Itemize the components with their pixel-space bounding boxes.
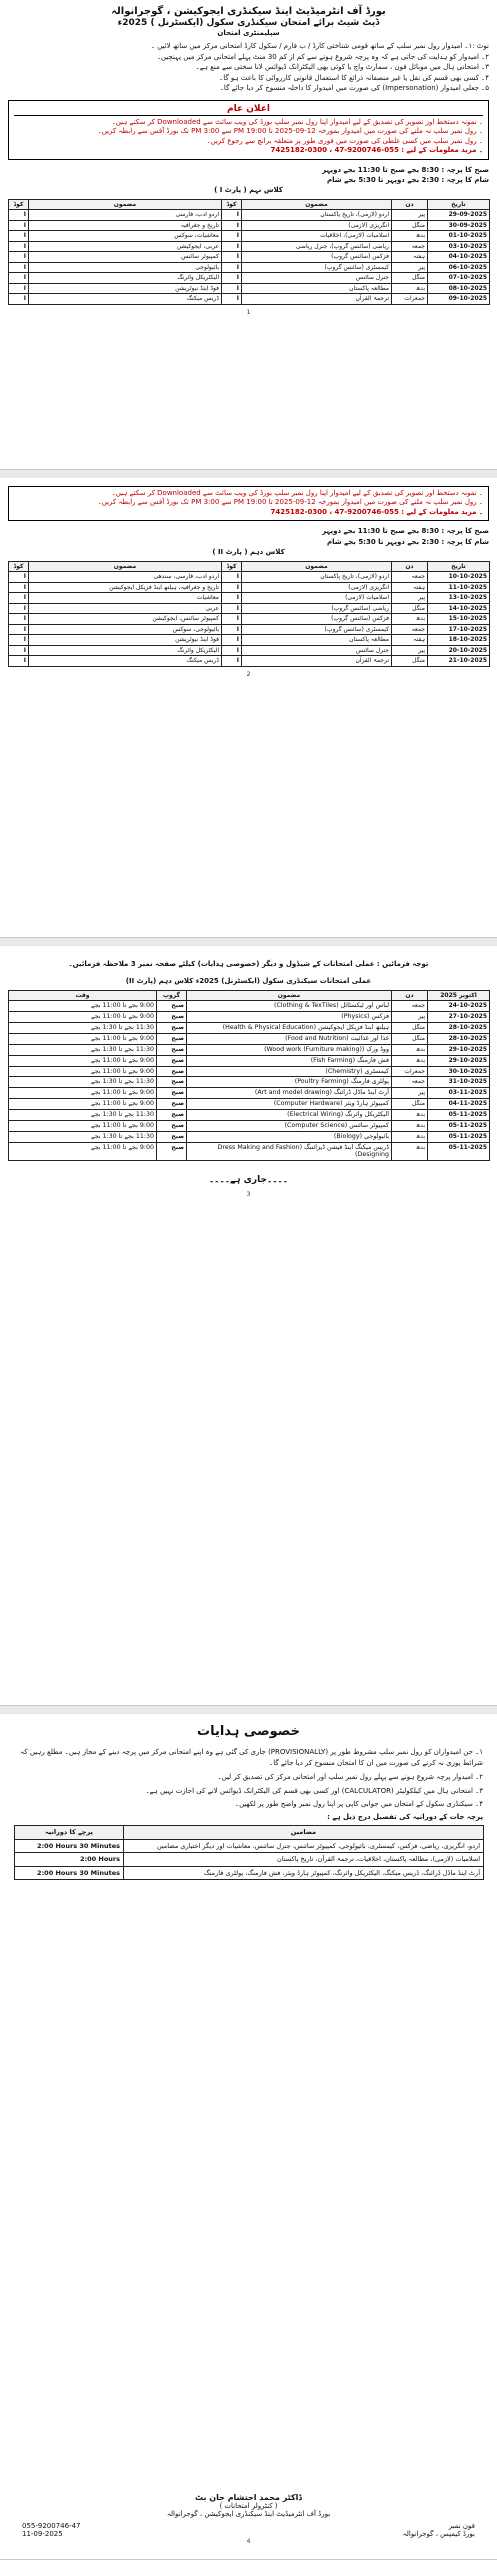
practical-table (8, 990, 490, 1161)
table-row (9, 273, 490, 284)
code-cell: I (9, 231, 29, 242)
exam-day: پیر (392, 1088, 428, 1099)
col-subject: مضمون (29, 199, 222, 210)
group-cell: صبح (157, 1109, 187, 1120)
exam-date: 09-10-2025 (428, 294, 490, 305)
page-number: 1 (246, 308, 251, 316)
code-cell: I (222, 614, 242, 625)
subject-cell: الیکٹریکل وائرنگ (29, 645, 222, 656)
subjects-cell: اسلامیات (لازمی)، مطالعہ پاکستان، اخلاقیات، ترجمۃ القرآن، تاریخ پاکستان (124, 1853, 484, 1866)
exam-day: منگل (392, 1023, 428, 1034)
code-cell: I (222, 210, 242, 221)
duration-cell: 2:00 Hours 30 Minutes (15, 1866, 124, 1879)
code-cell: I (222, 572, 242, 583)
col-date: اکتوبر 2025 (428, 990, 490, 1001)
footer-row (0, 2522, 497, 2530)
note-item: ۵۔ جعلی امیدوار (Impersonation) کی صورت میں امیدوار کا داخلہ منسوخ کر دیا جائے گا۔ (219, 84, 489, 93)
table-row (9, 1001, 490, 1012)
table-row (15, 1866, 484, 1879)
col-subject: مضمون (187, 990, 392, 1001)
exam-date: 31-10-2025 (428, 1077, 490, 1088)
page-number: 3 (246, 1191, 251, 1199)
code-cell: I (222, 273, 242, 284)
datesheet-title: ڈیٹ شیٹ برائے امتحان سیکنڈری سکول (ایکسٹرنل ) 2025ء (117, 18, 380, 28)
time-cell: 9:00 بجے تا 11:00 بجے (9, 1099, 157, 1110)
exam-day: جمعہ (392, 241, 428, 252)
table-row (9, 262, 490, 273)
exam-date: 24-10-2025 (428, 1001, 490, 1012)
table-row (9, 220, 490, 231)
note-item: ۲۔ امیدوار کو ہدایت کی جاتی ہے کہ وہ پرچہ شروع ہونے سے کم از کم 30 منٹ پہلے امتحانی مرکز میں پہنچیں۔ (156, 52, 489, 61)
col-code: کوڈ (222, 561, 242, 572)
exam-date: 05-11-2025 (428, 1142, 490, 1161)
code-cell: I (9, 241, 29, 252)
col-day: دن (392, 990, 428, 1001)
group-cell: صبح (157, 1055, 187, 1066)
subject-cell: انگریزی (لازمی) (242, 582, 392, 593)
continue-label: ۔۔۔۔جاری ہے۔۔۔۔ (208, 1175, 289, 1186)
exam-date: 05-11-2025 (428, 1131, 490, 1142)
subject-cell: بائیولوجی (Biology) (187, 1131, 392, 1142)
time-cell: 11:30 بجے تا 1:30 بجے (9, 1044, 157, 1055)
exam-day: ہفتہ (392, 252, 428, 263)
subject-cell: کمپیوٹر ہارڈ ویئر (Computer Hardware) (187, 1099, 392, 1110)
subject-cell: فزکس (سائنس گروپ) (242, 614, 392, 625)
subject-cell: فوڈ اینڈ نیوٹریشن (29, 635, 222, 646)
subject-cell: مطالعہ پاکستان (242, 635, 392, 646)
code-cell: I (9, 273, 29, 284)
exam-date: 29-10-2025 (428, 1044, 490, 1055)
exam-day: جمعہ (392, 1001, 428, 1012)
time-cell: 11:30 بجے تا 1:30 بجے (9, 1131, 157, 1142)
table-row (9, 645, 490, 656)
code-cell: I (222, 220, 242, 231)
subject-cell: فش فارمنگ (Fish Farming) (187, 1055, 392, 1066)
table-row (9, 1077, 490, 1088)
subject-cell: ووڈ ورک (Wood work (Furniture making)) (187, 1044, 392, 1055)
duration-cell: 2:00 Hours 30 Minutes (15, 1839, 124, 1852)
notice-title: اعلان عام (14, 103, 483, 116)
exam-day: ہفتہ (392, 582, 428, 593)
subject-cell: ہیلتھ اینڈ فزیکل ایجوکیشن (Health & Physical Education) (187, 1023, 392, 1034)
table-row (9, 572, 490, 583)
col-code: کوڈ (9, 199, 29, 210)
col-group: گروپ (157, 990, 187, 1001)
table-row (9, 1044, 490, 1055)
col-date: تاریخ (428, 561, 490, 572)
table-row (9, 1033, 490, 1044)
exam-day: پیر (392, 1012, 428, 1023)
instructions-list (14, 1747, 483, 1810)
time-cell: 9:00 بجے تا 11:00 بجے (9, 1012, 157, 1023)
code-cell: I (9, 220, 29, 231)
subject-cell: ریاضی (سائنس گروپ) (242, 603, 392, 614)
code-cell: I (9, 294, 29, 305)
subject-cell: تاریخ و جغرافیہ (29, 220, 222, 231)
code-cell: I (222, 656, 242, 667)
subject-cell: تاریخ و جغرافیہ، ہیلتھ اینڈ فزیکل ایجوکیشن (29, 582, 222, 593)
subject-cell: الیکٹریکل وائرنگ (Electrical Wiring) (187, 1109, 392, 1120)
exam-day: پیر (392, 210, 428, 221)
exam-date: 01-10-2025 (428, 231, 490, 242)
special-instructions-title: خصوصی ہدایات (197, 1724, 300, 1739)
time-cell: 9:00 بجے تا 11:00 بجے (9, 1088, 157, 1099)
exam-day: منگل (392, 656, 428, 667)
table-row (9, 1099, 490, 1110)
exam-date: 27-10-2025 (428, 1012, 490, 1023)
exam-date: 10-10-2025 (428, 572, 490, 583)
subject-cell: اردو (لازمی)، تاریخ پاکستان (242, 210, 392, 221)
subject-cell: عربی (29, 603, 222, 614)
group-cell: صبح (157, 1066, 187, 1077)
table-row (9, 614, 490, 625)
exam-day: پیر (392, 645, 428, 656)
morning-timing: صبح کا پرچہ : 8:30 بجے صبح تا 11:30 بجے دوپہر (322, 527, 489, 536)
group-cell: صبح (157, 1012, 187, 1023)
exam-day: بدھ (392, 231, 428, 242)
subject-cell: پولٹری فارمنگ (Poultry Farming) (187, 1077, 392, 1088)
page-1 (0, 0, 497, 470)
exam-date: 07-10-2025 (428, 273, 490, 284)
subject-cell: معاشیات (29, 593, 222, 604)
public-notice-repeat (8, 486, 489, 521)
subject-cell: ڈریس میکنگ (29, 656, 222, 667)
code-cell: I (9, 635, 29, 646)
datesheet-subtitle: سپلیمنٹری امتحان (217, 29, 280, 37)
exam-day: بدھ (392, 283, 428, 294)
notice-line: ۔ رول نمبر سلپ میں کسی غلطی کی صورت میں فوری طور پر متعلقہ برانچ سے رجوع کریں۔ (206, 136, 483, 145)
exam-date: 17-10-2025 (428, 624, 490, 635)
code-cell: I (9, 614, 29, 625)
instruction-item: ۴۔ سیکنڈری سکول کے امتحان میں جوابی کاپی پر اپنا رول نمبر واضح طور پر لکھیں۔ (234, 1800, 483, 1809)
time-cell: 11:30 بجے تا 1:30 بجے (9, 1077, 157, 1088)
notice-line: ۔ مزید معلومات کے لیے : 055-9200746-47 ، 0300-7425182 (270, 146, 483, 155)
exam-day: بدھ (392, 614, 428, 625)
exam-date: 20-10-2025 (428, 645, 490, 656)
practical-note: توجہ فرمائیں : عملی امتحانات کے شیڈول و دیگر (خصوصی ہدایات) کیلئے صفحہ نمبر 3 ملاحظہ فرمائیں۔ (68, 960, 429, 968)
code-cell: I (222, 645, 242, 656)
instruction-item: ۲۔ امیدوار پرچہ شروع ہونے سے پہلے رول نمبر سلپ اور امتحانی مرکز کی تصدیق کر لیں۔ (217, 1772, 483, 1781)
exam-day: منگل (392, 1033, 428, 1044)
exam-date: 11-10-2025 (428, 582, 490, 593)
code-cell: I (222, 231, 242, 242)
table-row (9, 1142, 490, 1161)
exam-date: 05-11-2025 (428, 1109, 490, 1120)
subject-cell: کیمسٹری (Chemistry) (187, 1066, 392, 1077)
subject-cell: فوڈ اینڈ نیوٹریشن (29, 283, 222, 294)
subject-cell: مطالعہ پاکستان (242, 283, 392, 294)
subject-cell: بائیولوجی (29, 262, 222, 273)
code-cell: I (9, 582, 29, 593)
subject-cell: کیمسٹری (سائنس گروپ) (242, 262, 392, 273)
table-row (9, 1120, 490, 1131)
table-row (9, 593, 490, 604)
duration-intro: پرچہ جات کے دورانیہ کی تفصیل درج ذیل ہے : (327, 1813, 483, 1822)
exam-date: 28-10-2025 (428, 1033, 490, 1044)
notice-line: ۔ رول نمبر سلپ نہ ملنے کی صورت میں امیدوار بمورخہ 12-09-2025 تا 19:00 PM سے 3:00 PM تک بورڈ آفس سے رابطہ کریں۔ (97, 127, 483, 136)
instruction-item: ۳۔ امتحانی ہال میں کیلکولیٹر (CALCULATOR) اور کسی بھی قسم کی الیکٹرانک ڈیوائس لانے کی اجازت نہیں ہے۔ (145, 1786, 483, 1795)
page-2 (0, 478, 497, 938)
exam-date: 15-10-2025 (428, 614, 490, 625)
table-row (15, 1839, 484, 1852)
exam-date: 30-10-2025 (428, 1066, 490, 1077)
exam-date: 13-10-2025 (428, 593, 490, 604)
group-cell: صبح (157, 1120, 187, 1131)
exam-date: 18-10-2025 (428, 635, 490, 646)
phone-label: فون نمبر (448, 2522, 475, 2530)
table-row (9, 1066, 490, 1077)
exam-date: 04-10-2025 (428, 252, 490, 263)
table-row (9, 1012, 490, 1023)
exam-day: جمعہ (392, 624, 428, 635)
col-date: تاریخ (428, 199, 490, 210)
subject-cell: اسلامیات (لازمی)، اخلاقیات (242, 231, 392, 242)
note-item: ۴۔ کسی بھی قسم کی نقل یا غیر منصفانہ ذرائع کا استعمال قانونی کارروائی کا باعث ہو گا۔ (219, 73, 489, 82)
code-cell: I (9, 593, 29, 604)
code-cell: I (222, 252, 242, 263)
subject-cell: کمپیوٹر سائنس (Computer Science) (187, 1120, 392, 1131)
subject-cell: ترجمۃ القرآن (242, 656, 392, 667)
exam-day: بدھ (392, 1055, 428, 1066)
general-notes (8, 42, 489, 93)
table-row (9, 231, 490, 242)
controller-name: ڈاکٹر محمد احتشام جان بٹ (195, 2493, 302, 2502)
table-row (9, 294, 490, 305)
exam-day: بدھ (392, 1142, 428, 1161)
subject-cell: بائیولوجی، سوکس (29, 624, 222, 635)
code-cell: I (9, 645, 29, 656)
code-cell: I (9, 252, 29, 263)
code-cell: I (222, 241, 242, 252)
time-cell: 9:00 بجے تا 11:00 بجے (9, 1055, 157, 1066)
exam-date: 05-11-2025 (428, 1120, 490, 1131)
subject-cell: اردو (لازمی)، تاریخ پاکستان (242, 572, 392, 583)
col-day: دن (392, 561, 428, 572)
subject-cell: غذا اور غذائیت (Food and Nutrition) (187, 1033, 392, 1044)
code-cell: I (222, 624, 242, 635)
note-item: ۳۔ امتحانی ہال میں موبائل فون ، سمارٹ واچ یا کوئی بھی الیکٹرانک ڈیوائس لانا سختی سے منع ہے۔ (195, 63, 489, 72)
subjects-cell: اردو، انگریزی، ریاضی، فزکس، کیمسٹری، بائیولوجی، کمپیوٹر سائنس، جنرل سائنس، معاشیات اور دیگر اختیاری مضامین (124, 1839, 484, 1852)
table-row (9, 241, 490, 252)
code-cell: I (222, 294, 242, 305)
group-cell: صبح (157, 1142, 187, 1161)
practical-title: عملی امتحانات سیکنڈری سکول (ایکسٹرنل) 2025ء کلاس دہم (پارٹ II) (125, 977, 372, 986)
page-3 (0, 946, 497, 1706)
time-cell: 9:00 بجے تا 11:00 بجے (9, 1001, 157, 1012)
group-cell: صبح (157, 1033, 187, 1044)
exam-day: منگل (392, 603, 428, 614)
col-code: کوڈ (222, 199, 242, 210)
group-cell: صبح (157, 1044, 187, 1055)
subject-cell: عربی، ایجوکیشن (29, 241, 222, 252)
col-time: وقت (9, 990, 157, 1001)
exam-day: منگل (392, 220, 428, 231)
table-row (9, 656, 490, 667)
code-cell: I (9, 656, 29, 667)
code-cell: I (9, 624, 29, 635)
duration-cell: 2:00 Hours (15, 1853, 124, 1866)
exam-date: 03-11-2025 (428, 1088, 490, 1099)
exam-date: 30-09-2025 (428, 220, 490, 231)
group-cell: صبح (157, 1001, 187, 1012)
group-cell: صبح (157, 1131, 187, 1142)
table-row (9, 582, 490, 593)
col-code: کوڈ (9, 561, 29, 572)
exam-day: جمعہ (392, 572, 428, 583)
subject-cell: کیمسٹری (سائنس گروپ) (242, 624, 392, 635)
subject-cell: لباس اور ٹیکسٹائل (Clothing & TexTiles) (187, 1001, 392, 1012)
col-subjects: مضامین (124, 1826, 484, 1839)
exam-day: جمعرات (392, 1066, 428, 1077)
subject-cell: اسلامیات (لازمی) (242, 593, 392, 604)
subject-cell: ڈریس میکنگ اینڈ فیشن ڈیزائننگ (Dress Making and Fashion Designing) (187, 1142, 392, 1161)
code-cell: I (9, 210, 29, 221)
time-cell: 11:30 بجے تا 1:30 بجے (9, 1023, 157, 1034)
table-row (9, 210, 490, 221)
evening-timing: شام کا پرچہ : 2:30 بجے دوپہر تا 5:30 بجے شام (327, 537, 489, 546)
exam-day: ہفتہ (392, 635, 428, 646)
subjects-cell: آرٹ اینڈ ماڈل ڈرائنگ، ڈریس میکنگ، الیکٹریکل وائرنگ، کمپیوٹر ہارڈ ویئر، فش فارمنگ، پولٹری فارمنگ (124, 1866, 484, 1879)
code-cell: I (222, 603, 242, 614)
part1-table (8, 199, 490, 305)
table-row (9, 283, 490, 294)
col-day: دن (392, 199, 428, 210)
time-cell: 9:00 بجے تا 11:00 بجے (9, 1066, 157, 1077)
subject-cell: انگریزی (لازمی) (242, 220, 392, 231)
exam-date: 04-11-2025 (428, 1099, 490, 1110)
exam-date: 29-09-2025 (428, 210, 490, 221)
subject-cell: معاشیات، سوکس (29, 231, 222, 242)
exam-day: پیر (392, 593, 428, 604)
evening-timing: شام کا پرچہ : 2:30 بجے دوپہر تا 5:30 بجے شام (327, 175, 489, 184)
group-cell: صبح (157, 1099, 187, 1110)
table-row (9, 1055, 490, 1066)
table-row (9, 603, 490, 614)
table-row (9, 624, 490, 635)
code-cell: I (9, 283, 29, 294)
exam-date: 21-10-2025 (428, 656, 490, 667)
exam-date: 28-10-2025 (428, 1023, 490, 1034)
subject-cell: فزکس (سائنس گروپ) (242, 252, 392, 263)
subject-cell: کمپیوٹر سائنس (29, 252, 222, 263)
exam-day: جمعرات (392, 294, 428, 305)
duration-table (14, 1825, 484, 1880)
table-row (15, 1853, 484, 1866)
notice-line: ۔ نمونہ دستخط اور تصویر کی تصدیق کے لیے امیدوار اپنا رول نمبر سلپ بورڈ کی ویب سائٹ سے Downloaded کر سکتے ہیں۔ (111, 489, 483, 497)
time-cell: 9:00 بجے تا 11:00 بجے (9, 1142, 157, 1161)
exam-date: 03-10-2025 (428, 241, 490, 252)
notice-line: ۔ نمونہ دستخط اور تصویر کی تصدیق کے لیے امیدوار اپنا رول نمبر سلپ بورڈ کی ویب سائٹ سے Downloaded کر سکتے ہیں۔ (111, 117, 483, 126)
table-row (9, 1109, 490, 1120)
page-4 (0, 1714, 497, 2560)
table-row (9, 1088, 490, 1099)
exam-day: بدھ (392, 1131, 428, 1142)
issue-date: 11-09-2025 (22, 2530, 63, 2538)
exam-day: پیر (392, 262, 428, 273)
exam-day: جمعہ (392, 1077, 428, 1088)
subject-cell: اردو ادب، فارسی (29, 210, 222, 221)
public-notice (8, 100, 489, 160)
phone-number: 055-9200746-47 (22, 2522, 81, 2530)
exam-date: 06-10-2025 (428, 262, 490, 273)
time-cell: 9:00 بجے تا 11:00 بجے (9, 1033, 157, 1044)
code-cell: I (222, 262, 242, 273)
exam-day: بدھ (392, 1120, 428, 1131)
subject-cell: اردو ادب، فارسی، سندھی (29, 572, 222, 583)
subject-cell: ریاضی (سائنس گروپ)، جنرل ریاضی (242, 241, 392, 252)
part2-table (8, 561, 490, 667)
time-cell: 11:30 بجے تا 1:30 بجے (9, 1109, 157, 1120)
note-item: نوٹ :۱۔ امیدوار رول نمبر سلپ کے ساتھ قومی شناختی کارڈ / ب فارم / سکول کارڈ امتحانی مرکز میں ساتھ لائیں ۔ (150, 42, 489, 51)
subject-cell: جنرل سائنس (242, 645, 392, 656)
subject-cell: ڈریس میکنگ (29, 294, 222, 305)
page-number: 4 (246, 2538, 251, 2545)
exam-date: 29-10-2025 (428, 1055, 490, 1066)
code-cell: I (222, 593, 242, 604)
subject-cell: الیکٹریکل وائرنگ (29, 273, 222, 284)
col-duration: پرچے کا دورانیہ (15, 1826, 124, 1839)
notice-line: ۔ مزید معلومات کے لیے : 055-9200746-47 ، 0300-7425182 (270, 507, 483, 516)
instruction-item: ۱۔ جن امیدواران کو رول نمبر سلپ مشروط طور پر (PROVISIONALLY) جاری کی گئی ہے وہ اپنے امتحانی مرکز میں پرچہ دینے کے مجاز ہیں۔ مطلع رہیں کہ شرائط پوری نہ کرنے کی صورت میں ان کا امتحان منسوخ کر دیا جائے گا۔ (20, 1748, 483, 1767)
group-cell: صبح (157, 1088, 187, 1099)
code-cell: I (222, 635, 242, 646)
part1-caption: کلاس نہم ( پارٹ I ) (214, 186, 283, 195)
board-title: بورڈ آف انٹرمیڈیٹ اینڈ سیکنڈری ایجوکیشن ، گوجرانوالہ (111, 6, 386, 17)
table-row (9, 1131, 490, 1142)
table-row (9, 635, 490, 646)
subject-cell: آرٹ اینڈ ماڈل ڈرائنگ (Art and model drawing) (187, 1088, 392, 1099)
exam-date: 14-10-2025 (428, 603, 490, 614)
code-cell: I (9, 603, 29, 614)
exam-date: 08-10-2025 (428, 283, 490, 294)
subject-cell: فزکس (Physics) (187, 1012, 392, 1023)
exam-day: منگل (392, 273, 428, 284)
time-cell: 9:00 بجے تا 11:00 بجے (9, 1120, 157, 1131)
group-cell: صبح (157, 1023, 187, 1034)
signature-block (0, 2493, 497, 2545)
table-row (9, 1023, 490, 1034)
board-office: بورڈ آف انٹرمیڈیٹ اینڈ سیکنڈری ایجوکیشن ، گوجرانوالہ (166, 2510, 331, 2518)
col-subject: مضمون (29, 561, 222, 572)
code-cell: I (9, 572, 29, 583)
exam-day: بدھ (392, 1044, 428, 1055)
col-subject: مضمون (242, 561, 392, 572)
code-cell: I (9, 262, 29, 273)
controller-role: ( کنٹرولر امتحانات ) (219, 2502, 278, 2510)
subject-cell: جنرل سائنس (242, 273, 392, 284)
exam-day: منگل (392, 1099, 428, 1110)
code-cell: I (222, 582, 242, 593)
code-cell: I (222, 283, 242, 294)
footer-row-2 (0, 2530, 497, 2538)
morning-timing: صبح کا پرچہ : 8:30 بجے صبح تا 11:30 بجے دوپہر (322, 165, 489, 174)
exam-day: بدھ (392, 1109, 428, 1120)
campus-place: بورڈ کیمپس ، گوجرانوالہ (402, 2530, 475, 2538)
part2-caption: کلاس دہم ( پارٹ II ) (212, 548, 285, 557)
notice-line: ۔ رول نمبر سلپ نہ ملنے کی صورت میں امیدوار بمورخہ 12-09-2025 تا 19:00 PM سے 3:00 PM تک بورڈ آفس سے رابطہ کریں۔ (97, 498, 483, 507)
group-cell: صبح (157, 1077, 187, 1088)
page-number: 2 (246, 670, 251, 678)
subject-cell: ترجمۃ القرآن (242, 294, 392, 305)
col-subject: مضمون (242, 199, 392, 210)
subject-cell: کمپیوٹر سائنس، ایجوکیشن (29, 614, 222, 625)
table-row (9, 252, 490, 263)
